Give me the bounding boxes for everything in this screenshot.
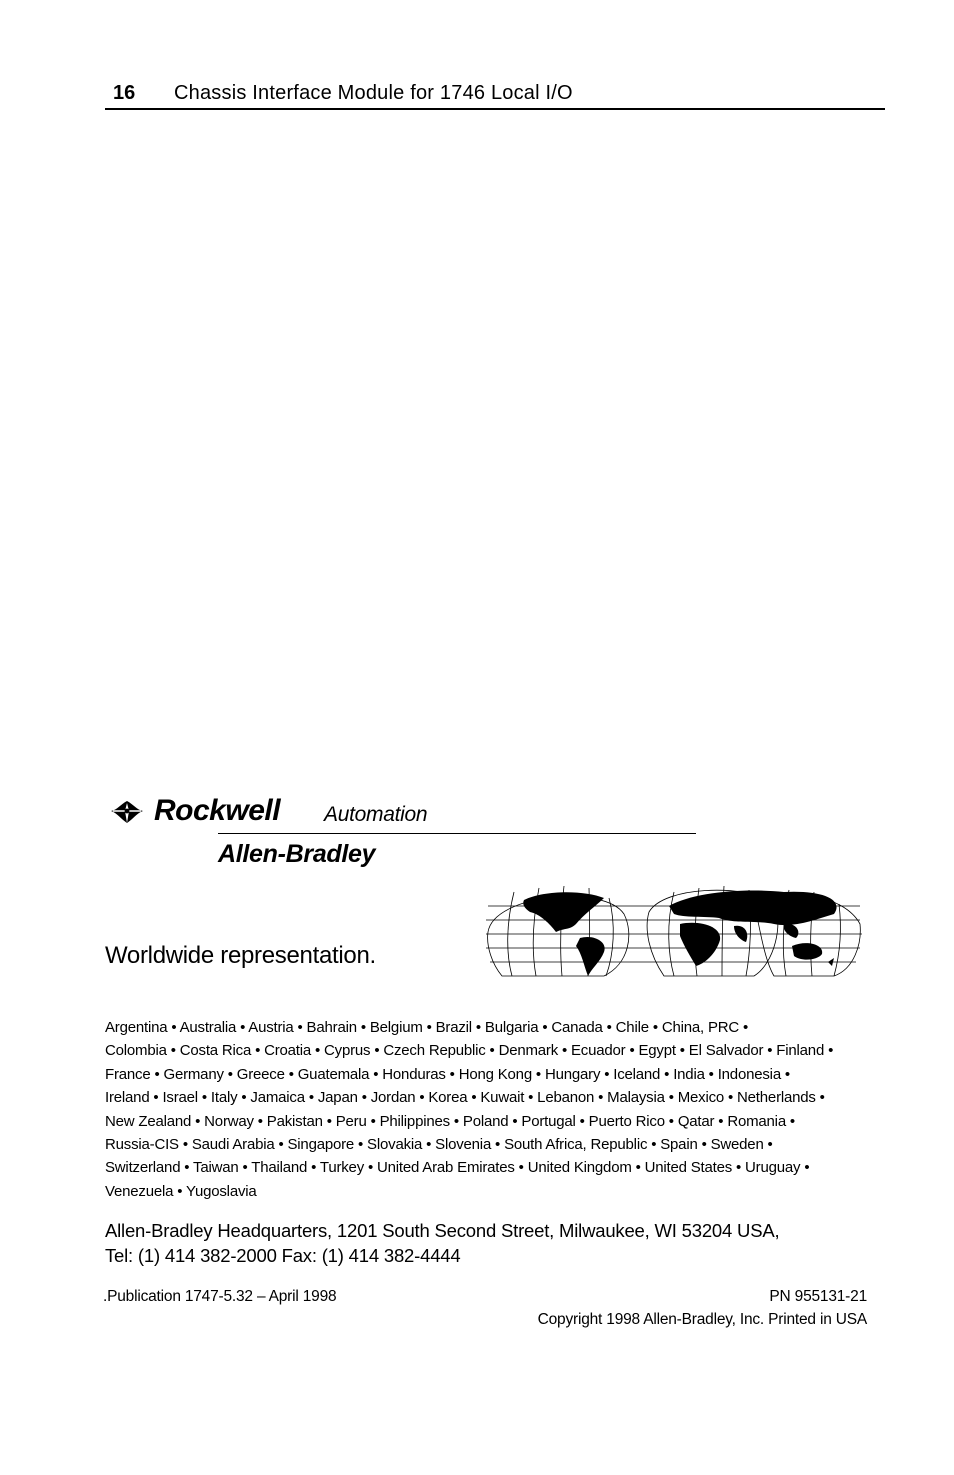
brand-divider [218, 833, 696, 834]
automation-wordmark: Automation [324, 803, 428, 826]
page-header [105, 80, 885, 110]
headquarters-address: Allen-Bradley Headquarters, 1201 South Second Street, Milwaukee, WI 53204 USA, Tel: (1) 414 382-2000 Fax: (1) 414 382-4444 [105, 1220, 780, 1266]
rockwell-automation-logo-icon [108, 798, 146, 826]
countries-list: Argentina • Australia • Austria • Bahrain • Belgium • Brazil • Bulgaria • Canada • Chile • China, PRC • Colombia • Costa Rica • Croatia • Cyprus • Czech Republic • Denmark • Ecuador • Egypt • El Salvador • Finland • France • Germany • Greece • Guatemala • Honduras • Hong Kong • Hungary • Iceland • India • Indonesia • Ireland • Israel • Italy • Jamaica • Japan • Jordan • Korea • Kuwait • Lebanon • Malaysia • Mexico • Netherlands • New Zealand • Norway • Pakistan • Peru • Philippines • Poland • Portugal • Puerto Rico • Qatar • Romania • Russia-CIS • Saudi Arabia • Singapore • Slovakia • Slovenia • South Africa, Republic • Spain • Sweden • Switzerland • Taiwan • Thailand • Turkey • United Arab Emirates • United Kingdom • United States • Uruguay • Venezuela • Yugoslavia [105, 1019, 834, 1200]
page-number: 16 [113, 82, 136, 104]
world-map-icon [484, 884, 862, 978]
allen-bradley-wordmark: Allen-Bradley [218, 840, 376, 868]
part-number: PN 955131-21 [769, 1288, 867, 1305]
copyright-notice: Copyright 1998 Allen-Bradley, Inc. Printed in USA [537, 1311, 867, 1328]
brand-block [108, 796, 598, 876]
rockwell-wordmark: Rockwell [154, 794, 281, 827]
publication-number: .Publication 1747-5.32 – April 1998 [103, 1288, 337, 1305]
running-title: Chassis Interface Module for 1746 Local I/O [174, 82, 573, 104]
worldwide-heading: Worldwide representation. [105, 942, 376, 969]
